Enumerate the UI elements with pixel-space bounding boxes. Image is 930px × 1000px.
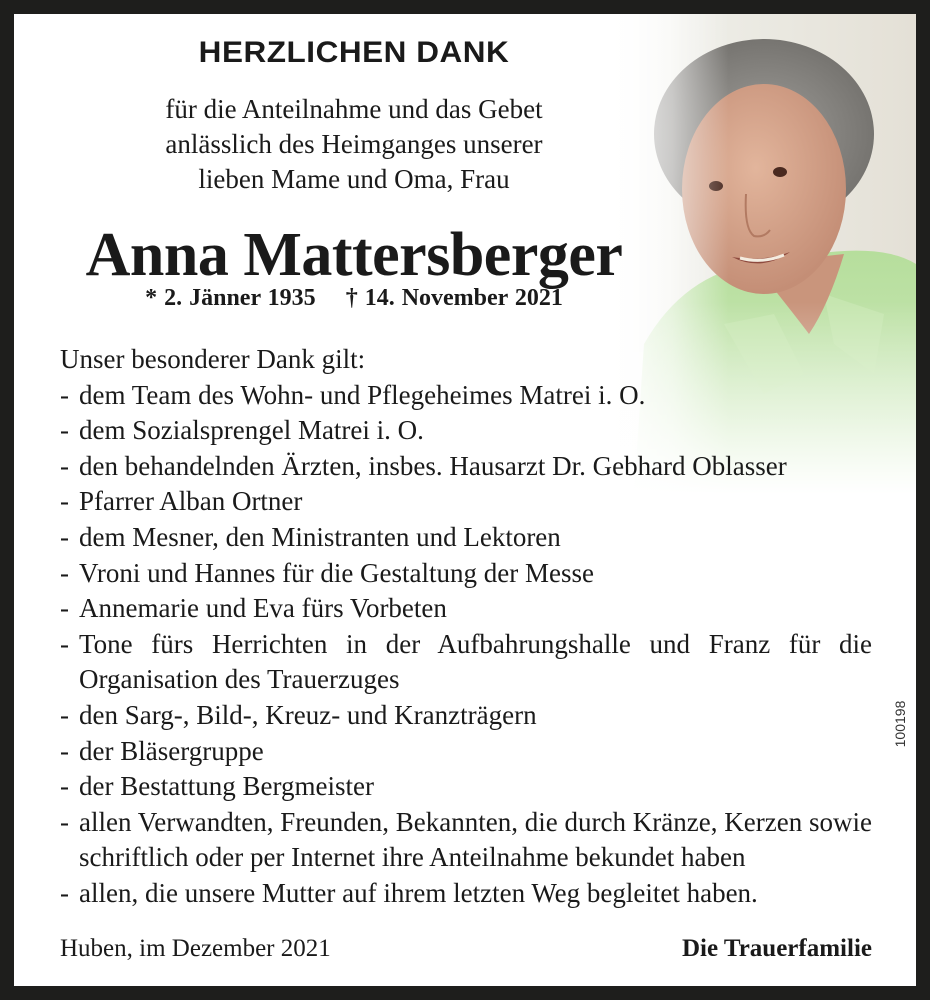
list-item: - allen, die unsere Mutter auf ihrem letzten Weg begleitet haben. <box>60 876 872 912</box>
death-date: † 14. November 2021 <box>345 285 563 311</box>
dash-bullet: - <box>60 735 69 766</box>
dash-bullet: - <box>60 699 69 730</box>
list-item: - Annemarie und Eva fürs Vorbeten <box>60 591 872 627</box>
dash-bullet: - <box>60 379 69 410</box>
list-item: - den behandelnden Ärzten, insbes. Hausarzt Dr. Gebhard Oblasser <box>60 449 872 485</box>
list-item: - Tone fürs Herrichten in der Aufbahrungshalle und Franz für die Organisation des Trauerzuges <box>60 628 872 695</box>
dash-bullet: - <box>60 486 69 517</box>
thanks-list <box>60 378 872 912</box>
ad-code: 100198 <box>892 700 908 748</box>
dash-bullet: - <box>60 450 69 481</box>
intro-line: für die Anteilnahme und das Gebet <box>165 94 543 124</box>
intro-text <box>54 92 654 197</box>
list-item: - den Sarg-, Bild-, Kreuz- und Kranzträgern <box>60 698 872 734</box>
dash-bullet: - <box>60 877 69 908</box>
place-date: Huben, im Dezember 2021 <box>60 935 331 962</box>
list-item: - der Bestattung Bergmeister <box>60 769 872 805</box>
thanks-section <box>60 342 872 912</box>
dash-bullet: - <box>60 593 69 624</box>
birth-date: * 2. Jänner 1935 <box>145 285 316 311</box>
dash-bullet: - <box>60 771 69 802</box>
dash-bullet: - <box>60 806 69 837</box>
dash-bullet: - <box>60 521 69 552</box>
intro-line: lieben Mame und Oma, Frau <box>198 164 510 194</box>
list-item: - allen Verwandten, Freunden, Bekannten, die durch Kränze, Kerzen sowie schriftlich oder per Internet ihre Anteilnahme bekundet haben <box>60 806 872 873</box>
list-item: - dem Team des Wohn- und Pflegeheimes Matrei i. O. <box>60 378 872 414</box>
dash-bullet: - <box>60 628 69 659</box>
heading: HERZLICHEN DANK <box>198 36 510 69</box>
dash-bullet: - <box>60 415 69 446</box>
list-item: - dem Mesner, den Ministranten und Lektoren <box>60 520 872 556</box>
signature: Die Trauerfamilie <box>682 935 872 962</box>
deceased-name: Anna Mattersberger <box>85 221 623 289</box>
list-item: - Pfarrer Alban Ortner <box>60 484 872 520</box>
thanks-lead: Unser besonderer Dank gilt: <box>60 344 366 374</box>
intro-line: anlässlich des Heimganges unserer <box>165 129 543 159</box>
dash-bullet: - <box>60 557 69 588</box>
list-item: - Vroni und Hannes für die Gestaltung der Messe <box>60 556 872 592</box>
list-item: - der Bläsergruppe <box>60 734 872 770</box>
obituary-notice <box>14 14 916 986</box>
list-item: - dem Sozialsprengel Matrei i. O. <box>60 413 872 449</box>
life-dates <box>54 282 654 314</box>
